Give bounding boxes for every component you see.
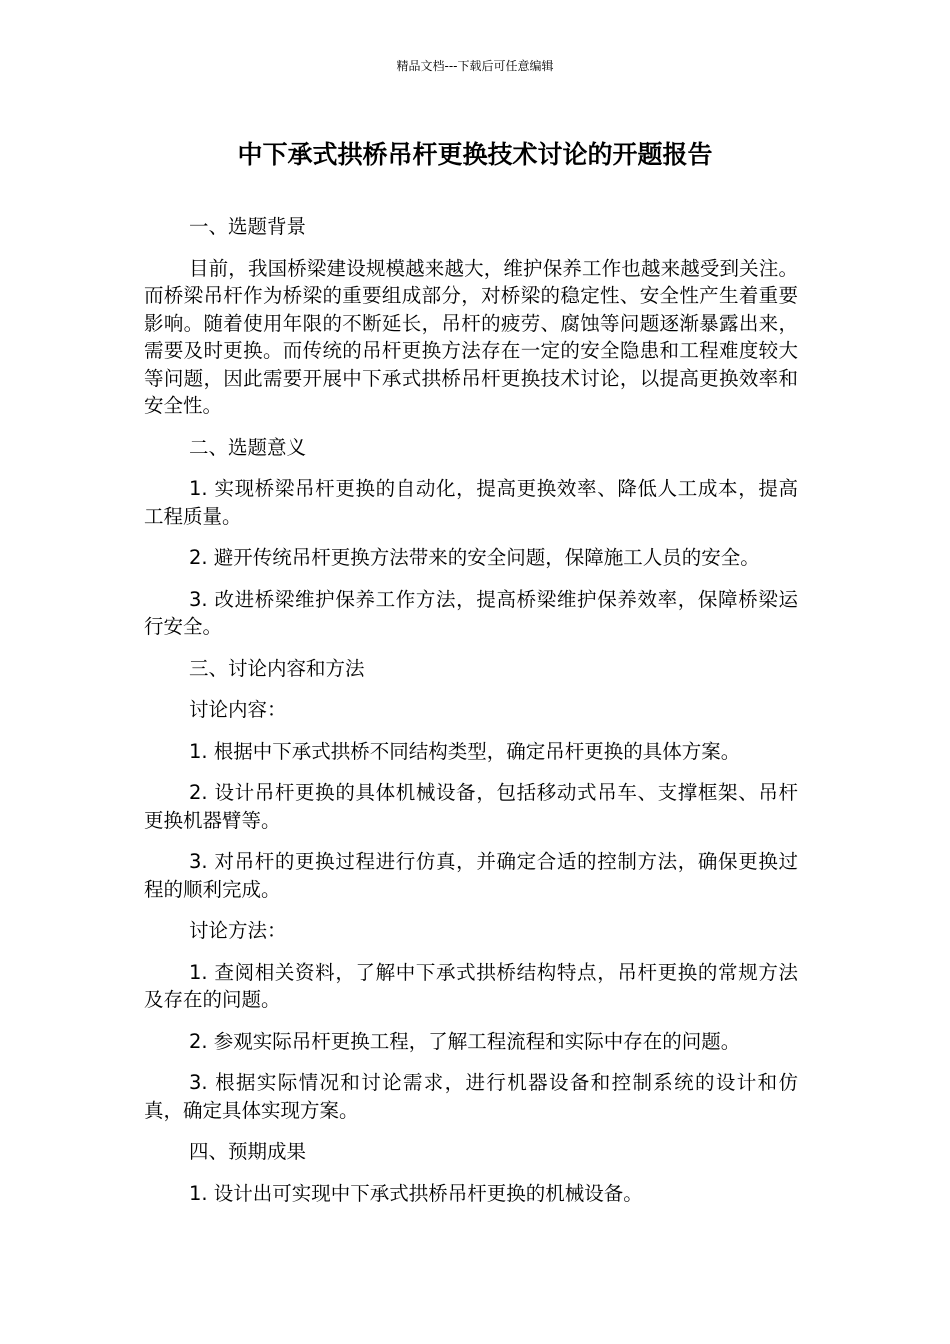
methods-item-3: 3. 根据实际情况和讨论需求，进行机器设备和控制系统的设计和仿真，确定具体实现方案。 <box>144 1071 798 1122</box>
paragraph-background: 目前，我国桥梁建设规模越来越大，维护保养工作也越来越受到关注。而桥梁吊杆作为桥梁的重要组成部分，对桥梁的稳定性、安全性产生着重要影响。随着使用年限的不断延长，吊杆的疲劳、腐蚀等问题逐渐暴露出来，需要及时更换。而传统的吊杆更换方法存在一定的安全隐患和工程难度较大等问题，因此需要开展中下承式拱桥吊杆更换技术讨论，以提高更换效率和安全性。 <box>144 256 798 417</box>
content-item-1: 1. 根据中下承式拱桥不同结构类型，确定吊杆更换的具体方案。 <box>189 739 741 763</box>
section-heading-content-methods: 三、讨论内容和方法 <box>189 656 365 680</box>
content-item-2: 2. 设计吊杆更换的具体机械设备，包括移动式吊车、支撑框架、吊杆更换机器臂等。 <box>144 781 798 832</box>
section-heading-expected-results: 四、预期成果 <box>189 1140 307 1163</box>
significance-item-1: 1. 实现桥梁吊杆更换的自动化，提高更换效率、降低人工成本，提高工程质量。 <box>144 477 798 528</box>
significance-item-2: 2. 避开传统吊杆更换方法带来的安全问题，保障施工人员的安全。 <box>189 546 760 569</box>
document-body <box>144 213 798 1221</box>
content-item-3: 3. 对吊杆的更换过程进行仿真，并确定合适的控制方法，确保更换过程的顺利完成。 <box>144 850 798 901</box>
section-heading-significance: 二、选题意义 <box>189 435 307 459</box>
document-title: 中下承式拱桥吊杆更换技术讨论的开题报告 <box>237 140 713 169</box>
expected-result-item-1: 1. 设计出可实现中下承式拱桥吊杆更换的机械设备。 <box>189 1181 643 1205</box>
section-heading-background: 一、选题背景 <box>189 215 307 238</box>
methods-item-1: 1. 查阅相关资料，了解中下承式拱桥结构特点，吊杆更换的常规方法及存在的问题。 <box>144 960 798 1011</box>
page-header: 精品文档---下载后可任意编辑 <box>396 59 554 73</box>
significance-item-3: 3. 改进桥梁维护保养工作方法，提高桥梁维护保养效率，保障桥梁运行安全。 <box>144 587 798 638</box>
subheading-content: 讨论内容： <box>189 698 287 721</box>
methods-item-2: 2. 参观实际吊杆更换工程，了解工程流程和实际中存在的问题。 <box>189 1029 741 1053</box>
subheading-methods: 讨论方法： <box>189 919 287 942</box>
